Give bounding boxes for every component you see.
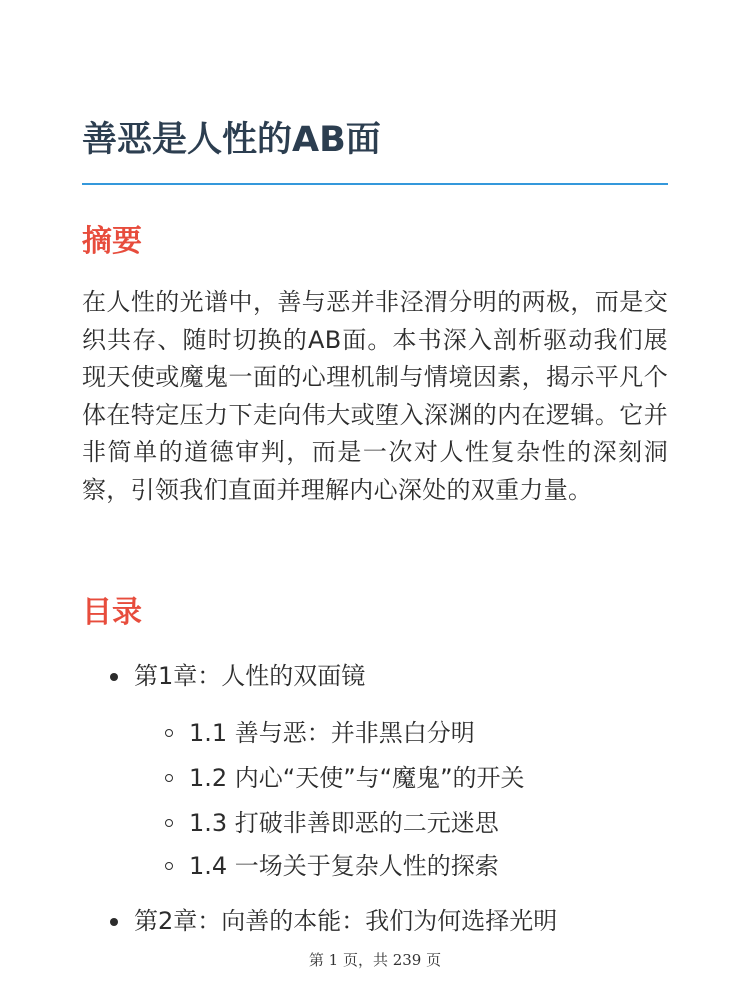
abstract-paragraph: 在人性的光谱中，善与恶并非泾渭分明的两极，而是交织共存、随时切换的AB面。本书深入剖析驱动我们展现天使或魔鬼一面的心理机制与情境因素，揭示平凡个体在特定压力下走向伟大或堕入深渊的内在逻辑。它并非简单的道德审判，而是一次对人性复杂性的深刻洞察，引领我们直面并理解内心深处的双重力量。: [82, 288, 668, 504]
abstract-heading: 摘要: [82, 224, 142, 259]
toc-section-1-1: 1.1 善与恶：并非黑白分明: [189, 719, 475, 747]
toc-section-1-4: 1.4 一场关于复杂人性的探索: [189, 852, 499, 880]
disc-bullet: [110, 673, 118, 681]
circle-bullet: [165, 729, 173, 737]
circle-bullet: [165, 819, 173, 827]
disc-bullet: [110, 918, 118, 926]
toc-chapter-1: 第1章：人性的双面镜: [134, 662, 366, 690]
circle-bullet: [165, 774, 173, 782]
toc-section-1-2: 1.2 内心“天使”与“魔鬼”的开关: [189, 764, 525, 792]
document-title: 善恶是人性的AB面: [82, 120, 381, 160]
page-number-footer: 第 1 页，共 239 页: [308, 951, 442, 969]
toc-chapter-2: 第2章：向善的本能：我们为何选择光明: [134, 907, 558, 935]
circle-bullet: [165, 862, 173, 870]
toc-section-1-3: 1.3 打破非善即恶的二元迷思: [189, 809, 499, 837]
toc-heading: 目录: [82, 595, 142, 630]
title-divider: [82, 183, 668, 185]
